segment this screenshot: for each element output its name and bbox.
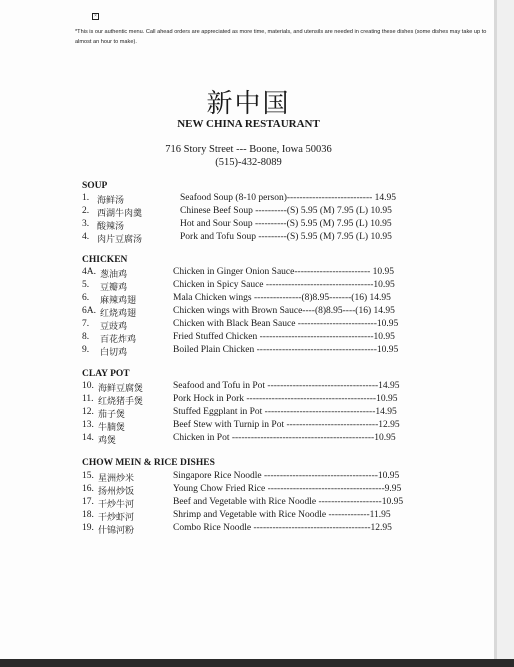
item-number: 6. <box>82 293 90 303</box>
item-number: 17. <box>82 497 94 507</box>
scan-bottom-edge <box>0 659 514 667</box>
item-number: 4. <box>82 232 90 242</box>
chinese-restaurant-name: 新中国 <box>206 89 291 119</box>
restaurant-name: NEW CHINA RESTAURANT <box>177 118 320 130</box>
item-description: Singapore Rice Noodle ------------------------------------10.95 <box>173 471 400 481</box>
item-number: 15. <box>82 471 94 481</box>
item-chinese-name: 干炒虾河 <box>98 513 135 523</box>
item-number: 12. <box>82 407 94 417</box>
item-description: Pork and Tofu Soup ---------(S) 5.95 (M) 7.95 (L) 10.95 <box>180 232 392 242</box>
item-description: Chicken in Ginger Onion Sauce------------------------ 10.95 <box>173 267 395 277</box>
item-chinese-name: 鸡煲 <box>98 436 117 446</box>
checkbox-mark-icon: × <box>92 13 99 20</box>
item-chinese-name: 扬州炒饭 <box>98 487 135 497</box>
item-description: Beef Stew with Turnip in Pot -----------------------------12.95 <box>173 420 400 430</box>
section-title-clay-pot: CLAY POT <box>82 369 130 379</box>
item-chinese-name: 茄子煲 <box>98 410 126 420</box>
section-title-soup: SOUP <box>82 181 108 191</box>
item-chinese-name: 肉片豆腐汤 <box>97 235 143 245</box>
section-title-chicken: CHICKEN <box>82 255 128 265</box>
item-chinese-name: 干炒牛河 <box>98 500 135 510</box>
item-number: 7. <box>82 319 90 329</box>
item-description: Pork Hock in Pork -----------------------------------------10.95 <box>173 394 398 404</box>
item-description: Combo Rice Noodle -------------------------------------12.95 <box>173 523 392 533</box>
item-chinese-name: 海鲜汤 <box>97 196 125 206</box>
restaurant-phone: (515)-432-8089 <box>215 157 282 168</box>
notice-text: *This is our authentic menu. Call ahead orders are appreciated as more time, materials, and utensils are needed in creating these dishes (some dishes may take up to almost an hour to make). <box>75 29 487 45</box>
item-number: 6A. <box>82 306 96 316</box>
item-chinese-name: 葱油鸡 <box>100 270 128 280</box>
item-chinese-name: 白切鸡 <box>100 348 128 358</box>
item-description: Hot and Sour Soup ----------(S) 5.95 (M) 7.95 (L) 10.95 <box>180 219 392 229</box>
item-description: Chinese Beef Soup ----------(S) 5.95 (M) 7.95 (L) 10.95 <box>180 206 392 216</box>
item-number: 2. <box>82 206 90 216</box>
item-number: 1. <box>82 193 90 203</box>
item-number: 4A. <box>82 267 96 277</box>
section-title-chow-mein-rice: CHOW MEIN & RICE DISHES <box>82 458 215 468</box>
item-number: 5. <box>82 280 90 290</box>
item-chinese-name: 豆豉鸡 <box>100 322 128 332</box>
item-number: 8. <box>82 332 90 342</box>
item-chinese-name: 酸辣汤 <box>97 222 125 232</box>
item-chinese-name: 豆瓣鸡 <box>100 283 128 293</box>
item-description: Chicken wings with Brown Sauce----(8)8.95----(16) 14.95 <box>173 306 395 316</box>
item-number: 14. <box>82 433 94 443</box>
item-number: 19. <box>82 523 94 533</box>
item-description: Stuffed Eggplant in Pot -----------------------------------14.95 <box>173 407 397 417</box>
item-description: Mala Chicken wings ---------------(8)8.95-------(16) 14.95 <box>173 293 391 303</box>
item-chinese-name: 麻辣鸡翅 <box>100 296 137 306</box>
item-number: 11. <box>82 394 94 404</box>
item-description: Chicken with Black Bean Sauce -------------------------10.95 <box>173 319 399 329</box>
item-chinese-name: 红烧鸡翅 <box>100 309 137 319</box>
item-description: Chicken in Spicy Sauce ----------------------------------10.95 <box>173 280 395 290</box>
restaurant-address: 716 Story Street --- Boone, Iowa 50036 <box>165 144 332 155</box>
item-chinese-name: 牛腩煲 <box>98 423 126 433</box>
item-chinese-name: 海鲜豆腐煲 <box>98 384 144 394</box>
item-number: 18. <box>82 510 94 520</box>
item-number: 10. <box>82 381 94 391</box>
item-description: Chicken in Pot ---------------------------------------------10.95 <box>173 433 396 443</box>
item-description: Young Chow Fried Rice -------------------------------------9.95 <box>173 484 402 494</box>
item-description: Shrimp and Vegetable with Rice Noodle -------------11.95 <box>173 510 391 520</box>
item-description: Fried Stuffed Chicken ------------------------------------10.95 <box>173 332 395 342</box>
item-number: 13. <box>82 420 94 430</box>
item-chinese-name: 西湖牛肉羹 <box>97 209 143 219</box>
item-number: 3. <box>82 219 90 229</box>
item-chinese-name: 百花炸鸡 <box>100 335 137 345</box>
item-chinese-name: 红烧猪手煲 <box>98 397 144 407</box>
item-chinese-name: 什锦河粉 <box>98 526 135 536</box>
item-description: Beef and Vegetable with Rice Noodle --------------------10.95 <box>173 497 404 507</box>
item-description: Boiled Plain Chicken --------------------------------------10.95 <box>173 345 399 355</box>
item-chinese-name: 星洲炒米 <box>98 474 135 484</box>
scan-right-margin <box>497 0 514 667</box>
item-number: 9. <box>82 345 90 355</box>
item-description: Seafood and Tofu in Pot -----------------------------------14.95 <box>173 381 400 391</box>
item-number: 16. <box>82 484 94 494</box>
item-description: Seafood Soup (8-10 person)--------------------------- 14.95 <box>180 193 397 203</box>
